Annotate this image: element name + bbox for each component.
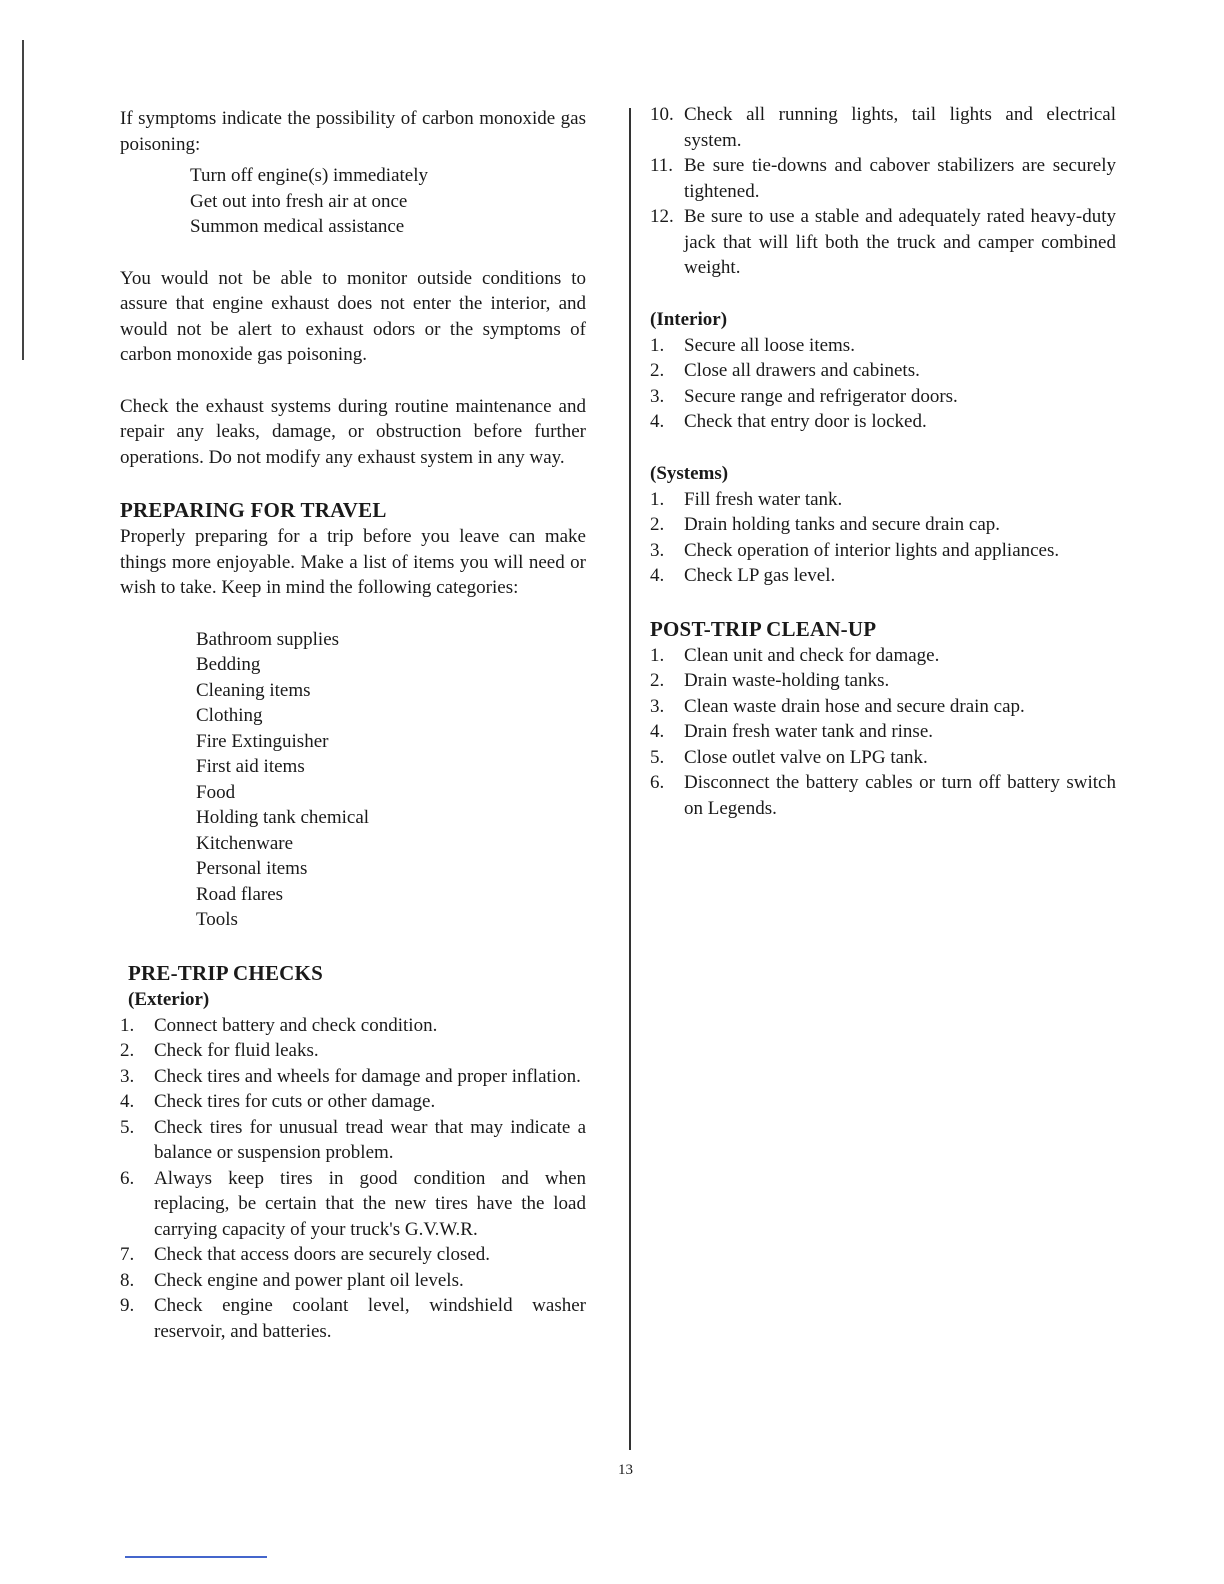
pretrip-heading: PRE-TRIP CHECKS — [128, 960, 323, 985]
posttrip-item: 1. Clean unit and check for damage. — [650, 644, 940, 666]
right-column — [650, 102, 1116, 821]
interior-item: 1. Secure all loose items. — [650, 334, 855, 356]
interior-item: 4. Check that entry door is locked. — [650, 411, 927, 432]
exterior-item: 9. Check engine coolant level, windshield washer reservoir, and batteries. — [120, 1295, 586, 1342]
systems-item: 3. Check operation of interior lights and appliances. — [650, 539, 1060, 561]
exterior-item: 10. Check all running lights, tail lights and electrical system. — [650, 104, 1116, 151]
exhaust-paragraph: Check the exhaust systems during routine maintenance and repair any leaks, damage, or obstruction before further operations. Do not modify any exhaust system in any way. — [120, 395, 586, 468]
posttrip-item: 6. Disconnect the battery cables or turn off battery switch on Legends. — [650, 772, 1116, 819]
preparing-heading: PREPARING FOR TRAVEL — [120, 498, 387, 522]
category-item: Clothing — [196, 705, 263, 726]
posttrip-item: 4. Drain fresh water tank and rinse. — [650, 721, 934, 742]
exterior-item: 11. Be sure tie-downs and cabover stabilizers are securely tightened. — [650, 155, 1116, 202]
posttrip-item: 3. Clean waste drain hose and secure drain cap. — [650, 695, 1025, 717]
category-item: Bedding — [196, 654, 261, 675]
exterior-item: 7. Check that access doors are securely closed. — [120, 1244, 491, 1265]
exterior-item: 3. Check tires and wheels for damage and proper inflation. — [120, 1065, 581, 1087]
footer-rule — [125, 1556, 267, 1558]
exterior-item: 1. Connect battery and check condition. — [120, 1014, 438, 1036]
interior-item: 2. Close all drawers and cabinets. — [650, 360, 920, 381]
exterior-item: 8. Check engine and power plant oil levels. — [120, 1269, 464, 1291]
interior-heading: (Interior) — [650, 308, 728, 330]
posttrip-item: 5. Close outlet valve on LPG tank. — [650, 746, 928, 768]
systems-item: 1. Fill fresh water tank. — [650, 488, 843, 510]
posttrip-list — [650, 643, 1116, 822]
exterior-item: 2. Check for fluid leaks. — [120, 1040, 319, 1061]
posttrip-item: 2. Drain waste-holding tanks. — [650, 670, 890, 691]
exterior-item: 4. Check tires for cuts or other damage. — [120, 1091, 436, 1112]
category-item: Road flares — [196, 883, 284, 905]
interior-list — [650, 333, 1116, 435]
preparing-paragraph: Properly preparing for a trip before you leave can make things more enjoyable. Make a list of items you will need or wish to take. Keep in mind the following categories: — [120, 526, 586, 598]
category-item: Fire Extinguisher — [196, 730, 329, 752]
systems-list — [650, 487, 1116, 589]
left-margin-rule — [22, 40, 24, 360]
co-action: Get out into fresh air at once — [190, 190, 408, 212]
monitor-paragraph: You would not be able to monitor outside conditions to assure that engine exhaust does not enter the interior, and would not be alert to exhaust odors or the symptoms of carbon monoxide gas poisoning. — [120, 267, 586, 365]
category-item: Bathroom supplies — [196, 628, 340, 650]
systems-heading: (Systems) — [650, 462, 729, 484]
exterior-item: 6. Always keep tires in good condition and when replacing, be certain that the new tires have the load carrying capacity of your truck's G.V.W.R. — [120, 1167, 586, 1240]
co-intro-text: If symptoms indicate the possibility of carbon monoxide gas poisoning: — [120, 108, 586, 155]
category-item: Food — [196, 781, 236, 803]
category-item: First aid items — [196, 756, 305, 777]
exterior-item: 5. Check tires for unusual tread wear that may indicate a balance or suspension problem. — [120, 1116, 586, 1163]
category-item: Cleaning items — [196, 679, 311, 701]
column-divider — [629, 108, 631, 1450]
co-action: Summon medical assistance — [190, 216, 405, 237]
category-item: Tools — [196, 909, 238, 930]
exterior-item: 12. Be sure to use a stable and adequately rated heavy-duty jack that will lift both the truck and camper combined weight. — [650, 206, 1116, 278]
systems-item: 4. Check LP gas level. — [650, 565, 836, 586]
category-item: Personal items — [196, 858, 308, 879]
posttrip-heading: POST-TRIP CLEAN-UP — [650, 616, 877, 641]
exterior-list — [120, 1013, 586, 1345]
category-item: Holding tank chemical — [196, 807, 370, 828]
interior-item: 3. Secure range and refrigerator doors. — [650, 385, 958, 407]
co-action: Turn off engine(s) immediately — [190, 165, 428, 186]
systems-item: 2. Drain holding tanks and secure drain cap. — [650, 514, 1001, 535]
left-column — [120, 106, 586, 1344]
category-item: Kitchenware — [196, 832, 294, 854]
page-number: 13 — [618, 1462, 633, 1478]
categories-list — [196, 627, 586, 933]
exterior-heading: (Exterior) — [128, 988, 210, 1010]
exterior-list-continued — [650, 102, 1116, 281]
co-actions-list — [190, 163, 586, 240]
